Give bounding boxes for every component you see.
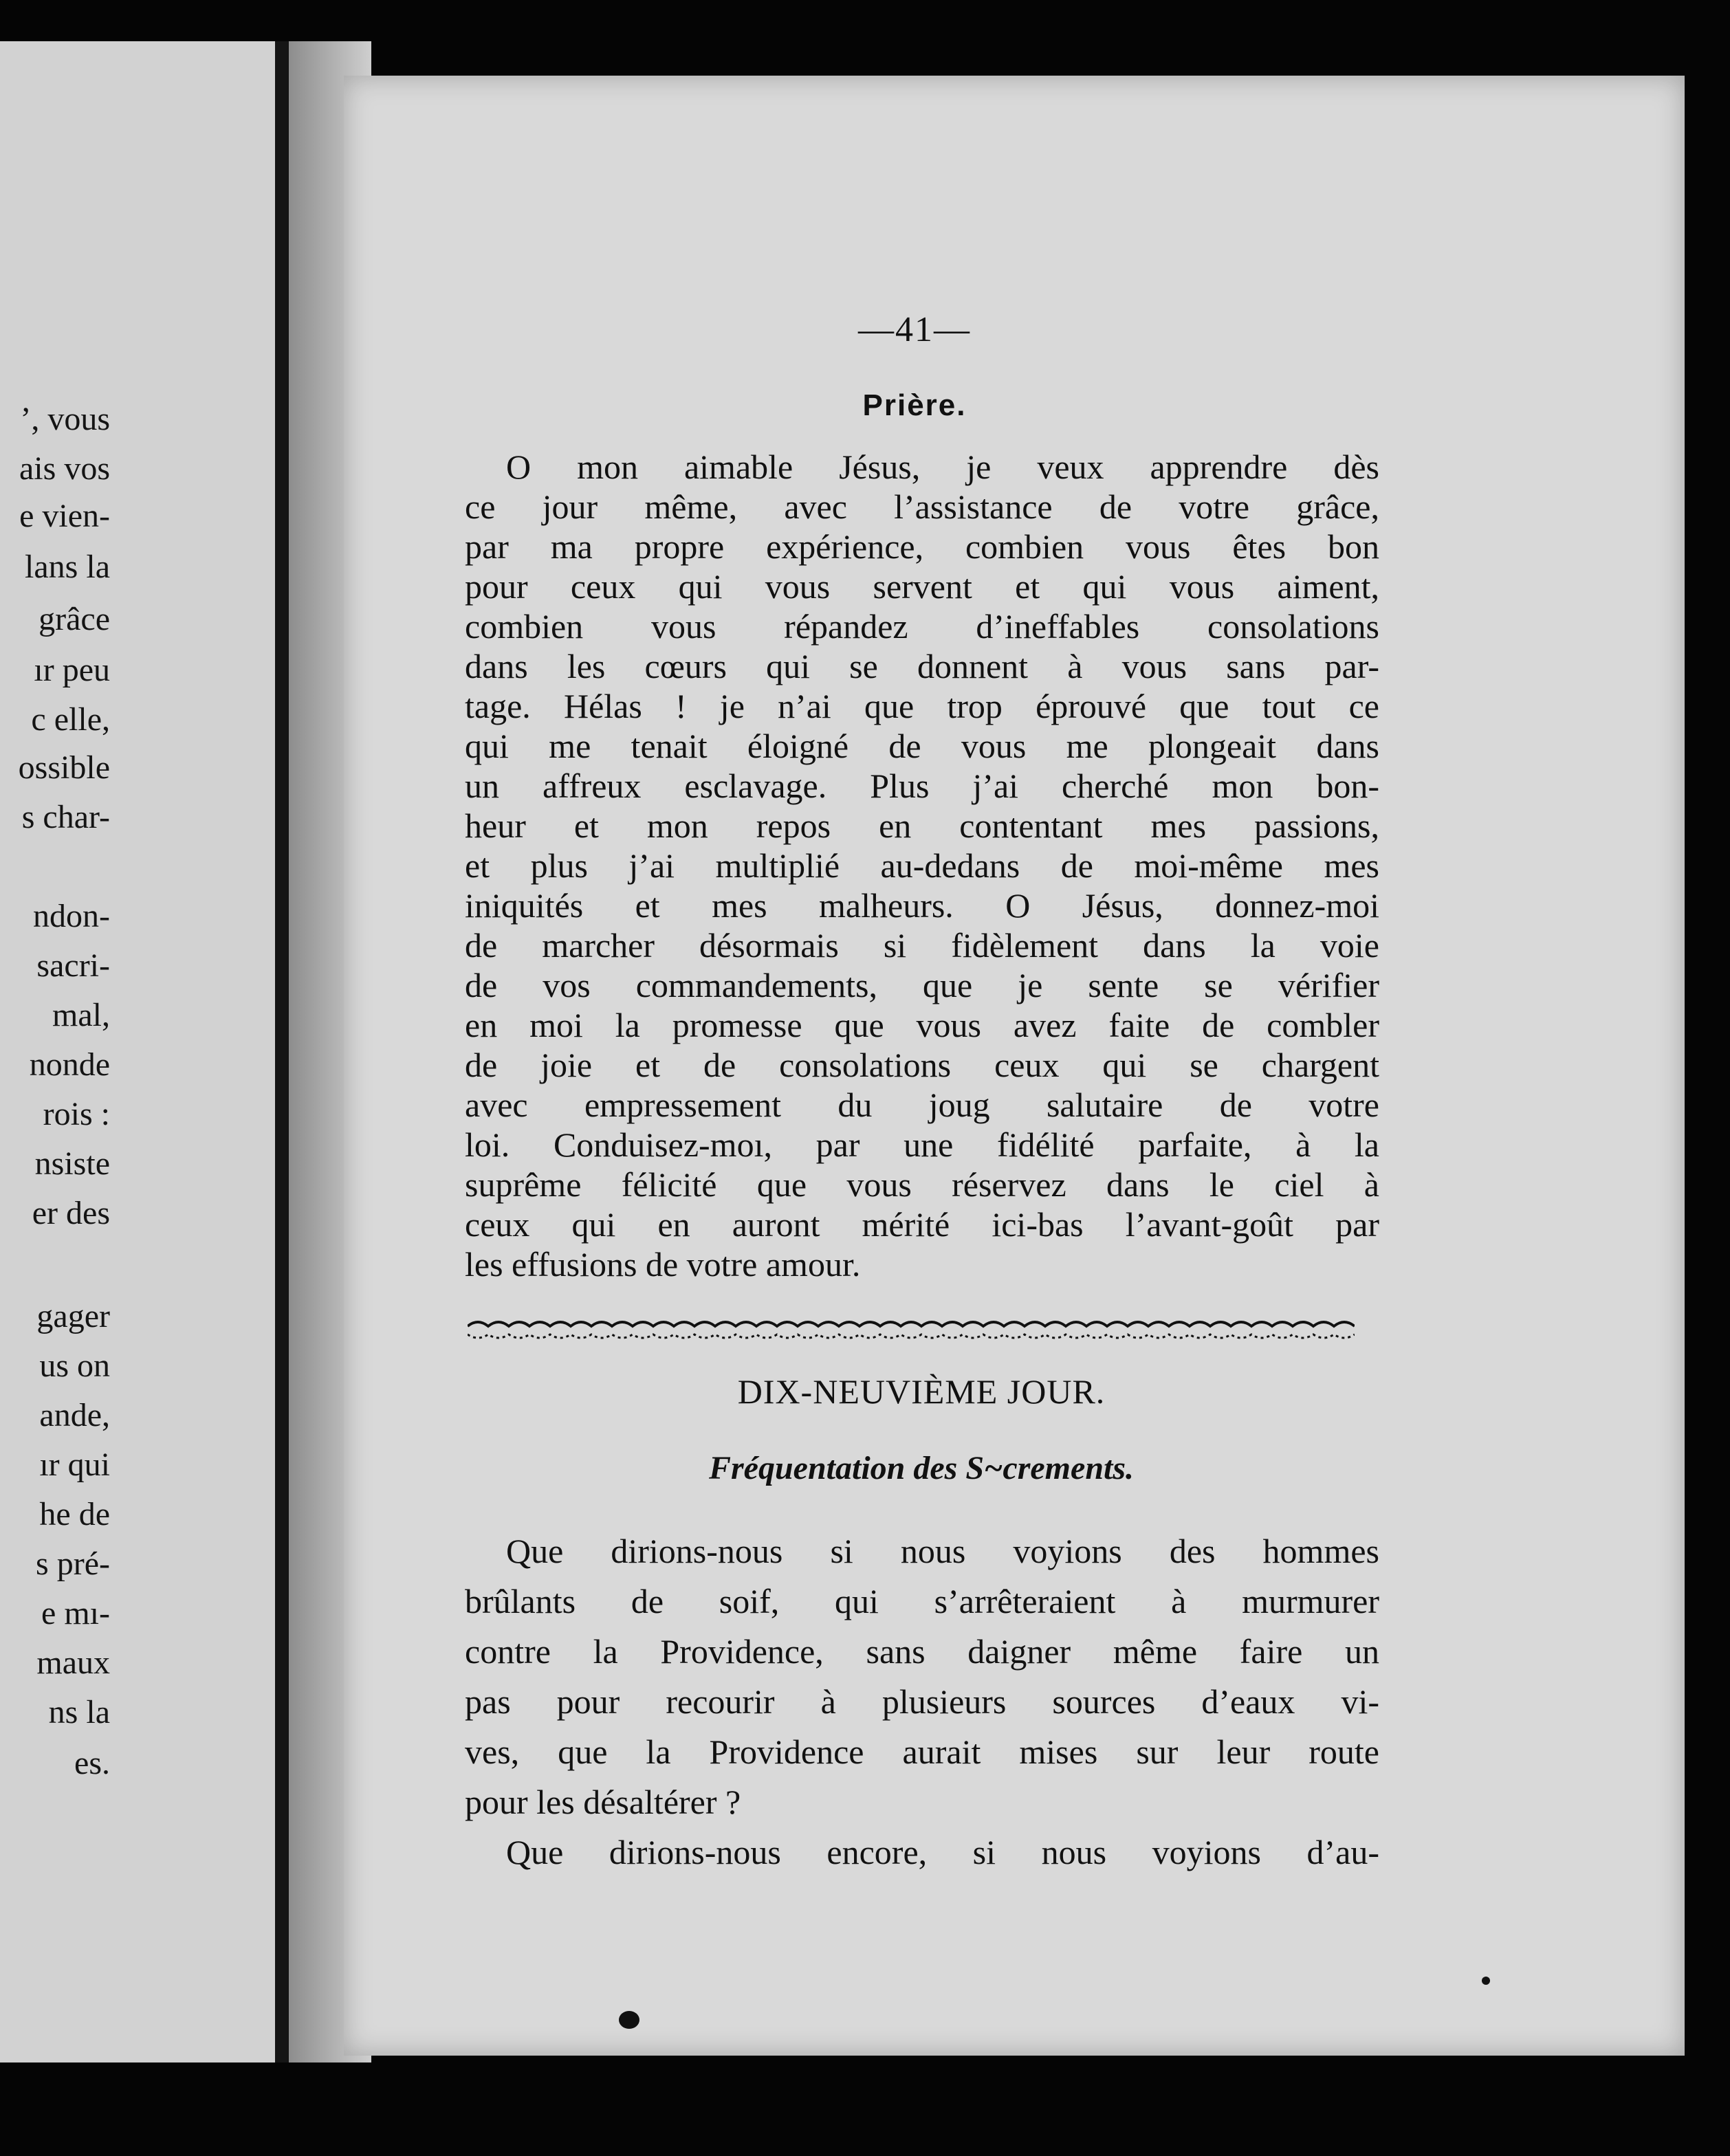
left-page-line: lans la [25, 549, 110, 585]
text-line: combien vous répandez d’ineffables consolations [465, 607, 1379, 646]
text-line: ce jour même, avec l’assistance de votre grâce, [465, 487, 1379, 526]
text-line: de joie et de consolations ceux qui se chargent [465, 1046, 1379, 1084]
text-line: O mon aimable Jésus, je veux apprendre dès [506, 448, 1379, 486]
text-line: tage. Hélas ! je n’ai que trop éprouvé que tout ce [465, 687, 1379, 725]
text-line: ceux qui en auront mérité ici-bas l’avant-goût par [465, 1205, 1379, 1244]
text-line: qui me tenait éloigné de vous me plongeait dans [465, 727, 1379, 765]
chapter-text [465, 1526, 1379, 1878]
text-line: brûlants de soif, qui s’arrêteraient à murmurer [465, 1582, 1379, 1620]
text-line: loi. Conduisez-moı, par une fidélité parfaite, à la [465, 1125, 1379, 1164]
text-line: contre la Providence, sans daigner même faire un [465, 1632, 1379, 1671]
priere-heading: Prière. [862, 388, 967, 422]
text-line: par ma propre expérience, combien vous êtes bon [465, 527, 1379, 566]
left-page-line: he de [39, 1496, 110, 1532]
text-line: suprême félicité que vous réservez dans le ciel à [465, 1165, 1379, 1204]
text-line: un affreux esclavage. Plus j’ai cherché mon bon- [465, 767, 1379, 805]
ink-speck [619, 2011, 639, 2029]
text-line: de vos commandements, que je sente se vérifier [465, 966, 1379, 1004]
left-page-line: es. [74, 1745, 110, 1781]
text-line: avec empressement du joug salutaire de votre [465, 1086, 1379, 1124]
text-line: iniquités et mes malheurs. O Jésus, donnez-moi [465, 886, 1379, 925]
text-line: les effusions de votre amour. [465, 1245, 861, 1284]
text-line: de marcher désormais si fidèlement dans la voie [465, 926, 1379, 965]
text-line: ves, que la Providence aurait mises sur leur route [465, 1732, 1379, 1771]
left-page-line: s char- [21, 799, 110, 835]
left-page-line: us on [39, 1348, 110, 1384]
left-page-line: ır qui [39, 1446, 110, 1483]
text-line: en moi la promesse que vous avez faite de combler [465, 1006, 1379, 1044]
left-page-line: ır peu [34, 652, 110, 688]
priere-text [465, 447, 1379, 1284]
left-page-line: ande, [39, 1397, 110, 1433]
page-number: —41— [858, 310, 971, 349]
text-line: pour ceux qui vous servent et qui vous aiment, [465, 567, 1379, 606]
book-gutter [275, 41, 289, 2062]
left-page-line: sacri- [36, 947, 110, 984]
left-page-line: c elle, [31, 701, 110, 738]
text-line: pas pour recourir à plusieurs sources d’eaux vi- [465, 1682, 1379, 1721]
text-line: pour les désaltérer ? [465, 1783, 741, 1821]
left-page-line: maux [36, 1644, 110, 1681]
left-page-line: ’, vous [20, 401, 110, 437]
left-page-line: ais vos [19, 450, 110, 487]
left-page-line: rois : [43, 1096, 110, 1132]
ornamental-divider [468, 1317, 1355, 1344]
left-page-line: ossible [18, 749, 110, 786]
left-page-line: e mı- [41, 1595, 110, 1631]
left-page-line: nsiste [34, 1145, 110, 1182]
left-page-line: mal, [52, 997, 110, 1033]
left-page-fragment [0, 41, 275, 2062]
left-page-line: gager [36, 1298, 110, 1334]
text-line: heur et mon repos en contentant mes passions, [465, 806, 1379, 845]
text-line: et plus j’ai multiplié au-dedans de moi-même mes [465, 846, 1379, 885]
left-page-line: s pré- [36, 1546, 110, 1582]
text-line: Que dirions-nous encore, si nous voyions d’au- [506, 1833, 1379, 1871]
text-line: dans les cœurs qui se donnent à vous sans par- [465, 647, 1379, 685]
text-line: Que dirions-nous si nous voyions des hommes [506, 1532, 1379, 1570]
left-page-line: e vien- [19, 498, 110, 534]
left-page-line: ns la [48, 1694, 110, 1730]
chapter-title: DIX-NEUVIÈME JOUR. [737, 1372, 1106, 1411]
ink-speck [1482, 1977, 1490, 1985]
left-page-line: er des [32, 1195, 110, 1231]
chapter-subtitle: Fréquentation des S~crements. [708, 1450, 1135, 1486]
left-page-line: ndon- [33, 898, 110, 934]
left-page-line: grâce [39, 601, 110, 637]
left-page-line: nonde [29, 1046, 110, 1083]
